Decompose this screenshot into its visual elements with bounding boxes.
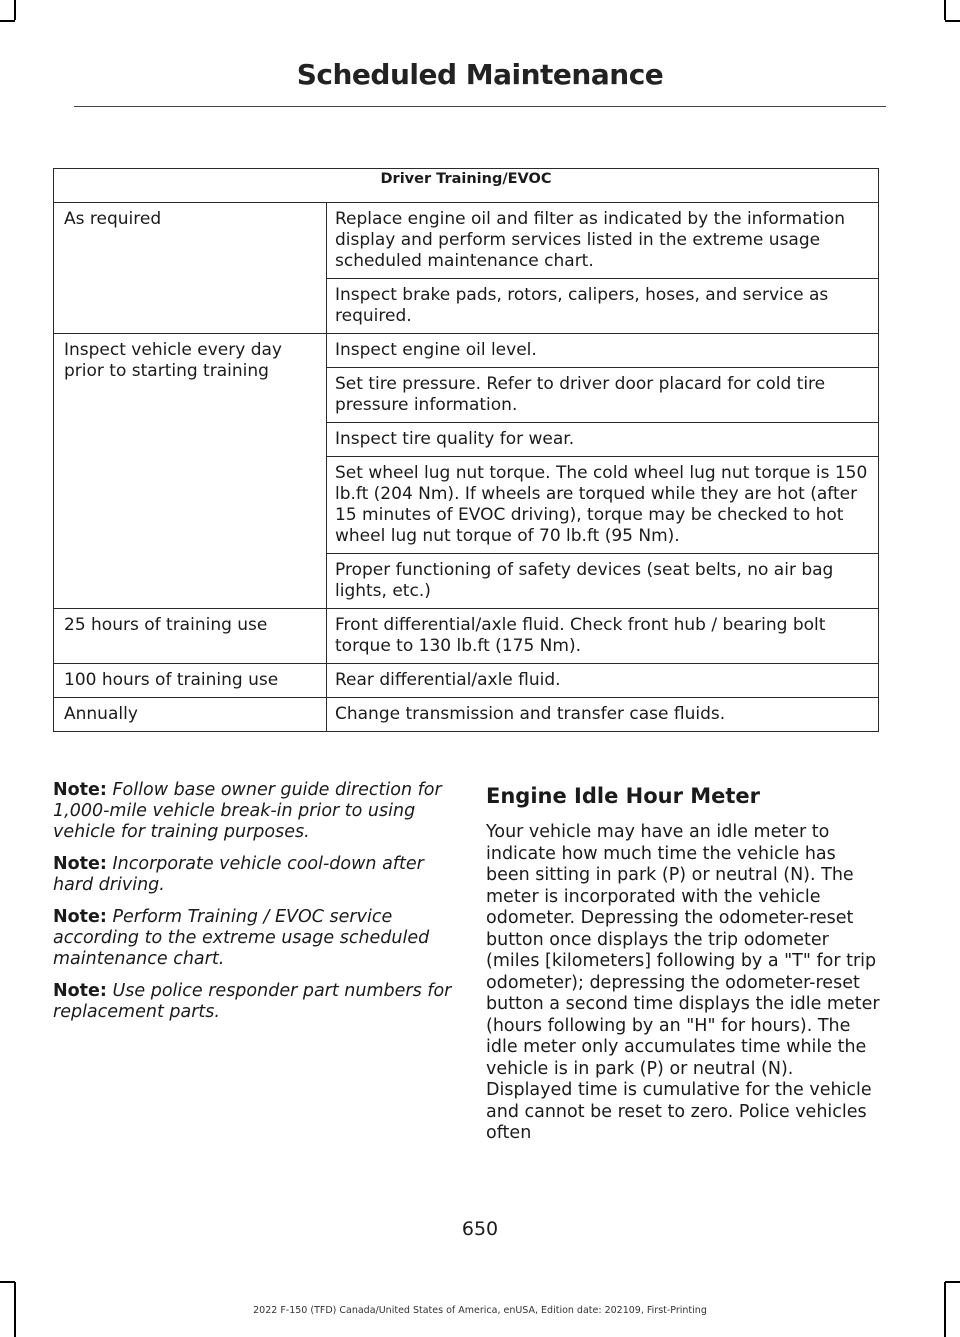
interval-cell: 25 hours of training use [54, 609, 327, 664]
table-row [54, 609, 879, 664]
crop-mark [945, 20, 960, 22]
note [53, 854, 453, 896]
task-cell: Inspect tire quality for wear. [327, 423, 879, 457]
crop-mark [945, 1281, 960, 1283]
note [53, 907, 453, 970]
interval-cell: 100 hours of training use [54, 664, 327, 698]
note-text: Use police responder part numbers for replacement parts. [53, 981, 452, 1022]
table-row [54, 664, 879, 698]
task-cell: Inspect brake pads, rotors, calipers, hoses, and service as required. [327, 279, 879, 334]
edition-footer: 2022 F-150 (TFD) Canada/United States of America, enUSA, Edition date: 202109, First-Printing [253, 1305, 707, 1316]
task-cell: Front differential/axle fluid. Check front hub / bearing bolt torque to 130 lb.ft (175 Nm). [327, 609, 879, 664]
crop-mark [944, 0, 946, 20]
table-row [54, 334, 879, 368]
interval-cell: Annually [54, 698, 327, 732]
note-label: Note: [53, 854, 107, 874]
task-cell: Rear differential/axle fluid. [327, 664, 879, 698]
task-cell: Inspect engine oil level. [327, 334, 879, 368]
note-text: Follow base owner guide direction for 1,000-mile vehicle break-in prior to using vehicle for training purposes. [53, 780, 442, 842]
header-divider [74, 106, 886, 107]
section-heading: Engine Idle Hour Meter [486, 784, 761, 808]
task-cell: Change transmission and transfer case fluids. [327, 698, 879, 732]
note-label: Note: [53, 981, 107, 1001]
task-cell: Proper functioning of safety devices (seat belts, no air bag lights, etc.) [327, 554, 879, 609]
maintenance-table [53, 168, 879, 732]
note-label: Note: [53, 780, 107, 800]
note [53, 780, 453, 843]
interval-cell: As required [54, 203, 327, 334]
notes-column [53, 780, 453, 1034]
table-header-row [54, 169, 879, 203]
note-text: Incorporate vehicle cool-down after hard driving. [53, 854, 424, 895]
table-title: Driver Training/EVOC [54, 169, 879, 203]
task-cell: Set tire pressure. Refer to driver door placard for cold tire pressure information. [327, 368, 879, 423]
table-row [54, 698, 879, 732]
section-paragraph: Your vehicle may have an idle meter to indicate how much time the vehicle has been sitting in park (P) or neutral (N). The meter is incorporated with the vehicle odometer. Depressing the odometer-reset button once displays the trip odometer (miles [kilometers] following by a "T" for trip odometer); depressing the odometer-reset button a second time displays the idle meter (hours following by an "H" for hours). The idle meter only accumulates time while the vehicle is in park (P) or neutral (N). Displayed time is cumulative for the vehicle and cannot be reset to zero. Police vehicles often [486, 822, 880, 1143]
table-row [54, 203, 879, 279]
interval-cell: Inspect vehicle every day prior to starting training [54, 334, 327, 609]
note [53, 981, 453, 1023]
task-cell: Replace engine oil and filter as indicated by the information display and perform services listed in the extreme usage scheduled maintenance chart. [327, 203, 879, 279]
crop-mark [0, 1281, 15, 1283]
crop-mark [0, 20, 15, 22]
page-title: Scheduled Maintenance [296, 58, 664, 91]
page-number: 650 [461, 1218, 499, 1240]
task-cell: Set wheel lug nut torque. The cold wheel lug nut torque is 150 lb.ft (204 Nm). If wheels are torqued while they are hot (after 15 minutes of EVOC driving), torque may be checked to hot wheel lug nut torque of 70 lb.ft (95 Nm). [327, 457, 879, 554]
note-text: Perform Training / EVOC service according to the extreme usage scheduled maintenance chart. [53, 907, 430, 969]
crop-mark [14, 0, 16, 20]
note-label: Note: [53, 907, 107, 927]
